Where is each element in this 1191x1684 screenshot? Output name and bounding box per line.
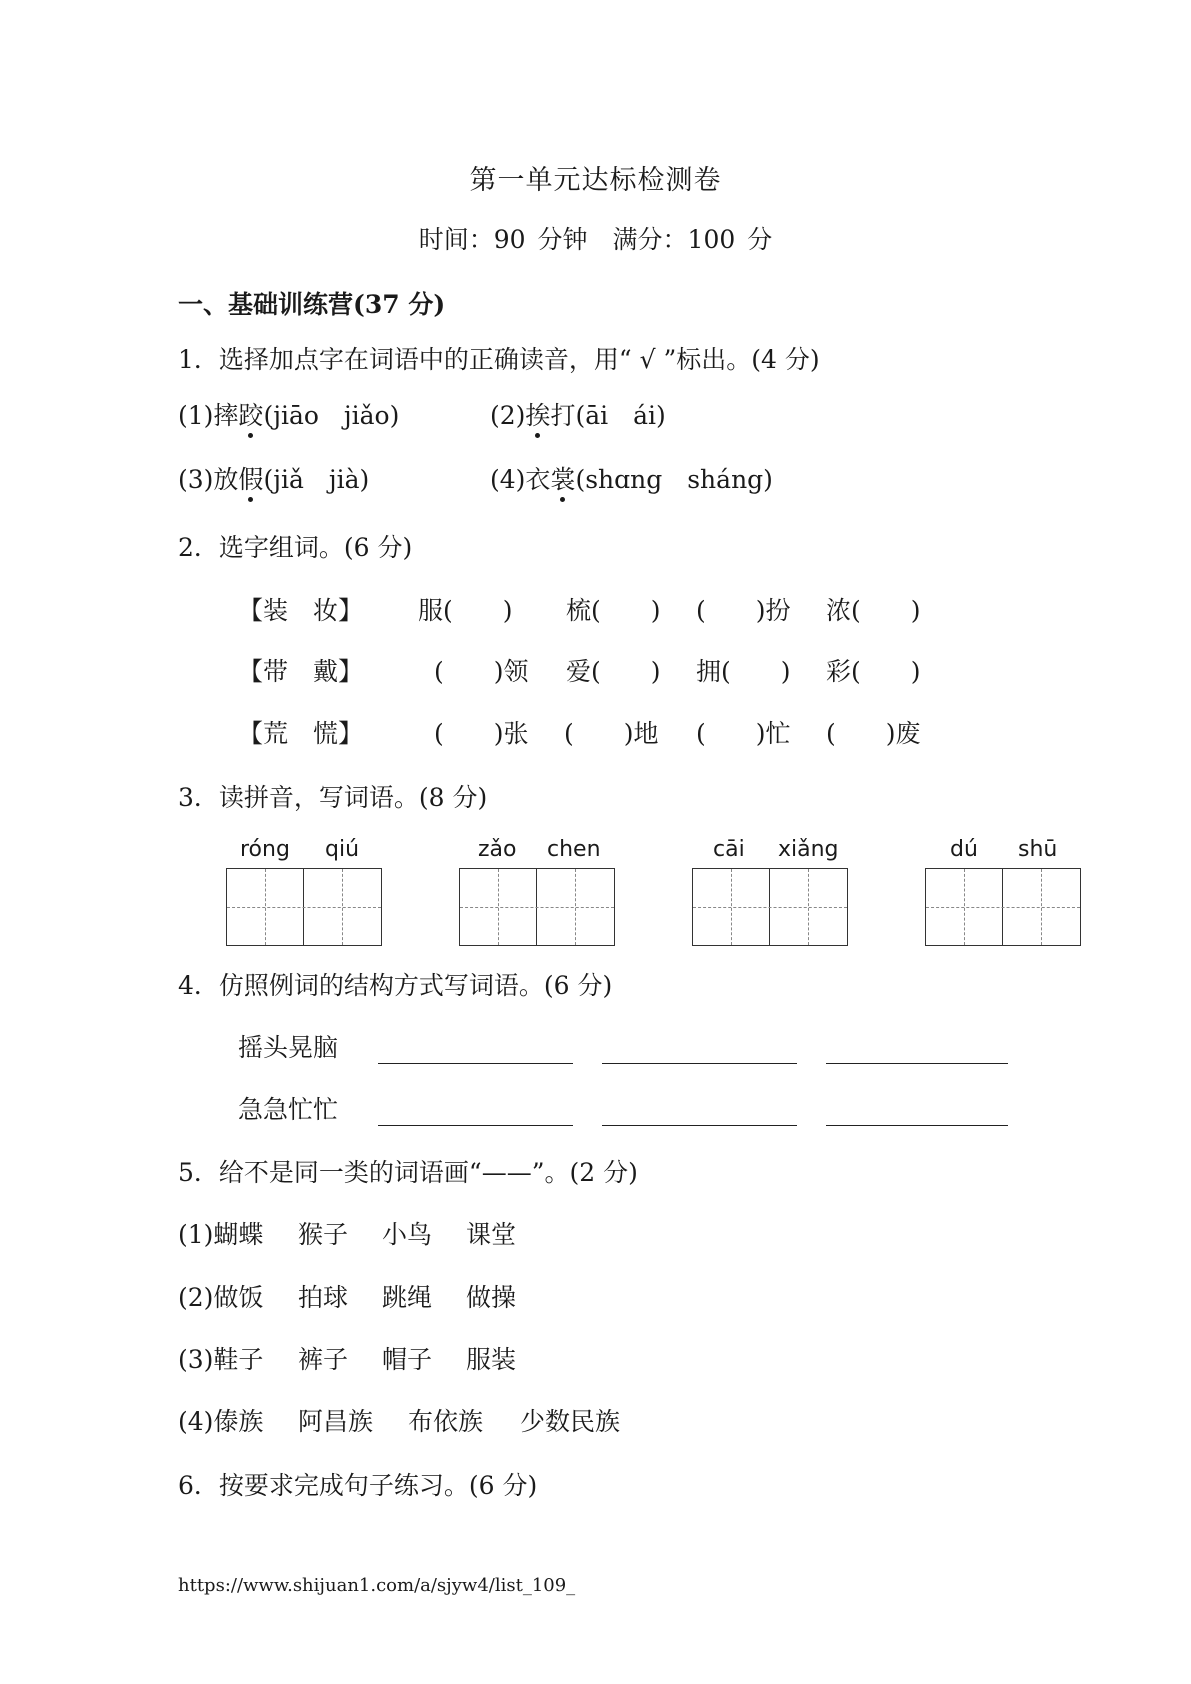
- q2-blank: ( )张: [434, 719, 529, 748]
- word-item: (2)做饭: [178, 1283, 264, 1312]
- pinyin-label: shū: [1018, 837, 1058, 862]
- word-item: 少数民族: [520, 1407, 621, 1436]
- word-item: (3)鞋子: [178, 1345, 264, 1374]
- answer-line[interactable]: [602, 1063, 797, 1064]
- pinyin-label: cāi: [713, 837, 745, 862]
- page-title: 第一单元达标检测卷: [469, 165, 722, 196]
- q2-blank: 爱( ): [566, 657, 661, 686]
- word-item: (4)傣族: [178, 1407, 264, 1436]
- pinyin-label: róng: [240, 837, 290, 862]
- footer-url: https://www.shijuan1.com/a/sjyw4/list_109_: [178, 1575, 576, 1596]
- word-item: 课堂: [466, 1220, 517, 1249]
- writing-grid[interactable]: [226, 868, 382, 946]
- question-3: 3．读拼音，写词语。(8 分): [178, 783, 488, 812]
- pinyin-label: dú: [950, 837, 978, 862]
- pinyin-label: chen: [547, 837, 601, 862]
- exam-info: 时间：90 分钟 满分：100 分: [418, 225, 773, 254]
- q1-option-3: (3)放假(jiǎ jià): [178, 460, 369, 496]
- section-heading: 一、基础训练营(37 分): [178, 290, 446, 319]
- answer-line[interactable]: [378, 1125, 573, 1126]
- question-4: 4．仿照例词的结构方式写词语。(6 分): [178, 971, 613, 1000]
- q2-blank: 拥( ): [696, 657, 791, 686]
- q2-bracket: 【带 戴】: [238, 657, 364, 686]
- q2-blank: ( )忙: [696, 719, 791, 748]
- pinyin-label: xiǎng: [778, 837, 839, 862]
- writing-grid[interactable]: [692, 868, 848, 946]
- word-item: 拍球: [298, 1283, 349, 1312]
- q2-blank: 梳( ): [566, 596, 661, 625]
- word-item: 服装: [466, 1345, 517, 1374]
- pinyin-label: qiú: [325, 837, 360, 862]
- q2-blank: ( )扮: [696, 596, 791, 625]
- word-item: 阿昌族: [298, 1407, 374, 1436]
- word-item: 猴子: [298, 1220, 349, 1249]
- q2-blank: 浓( ): [826, 596, 921, 625]
- q1-option-2: (2)挨打(āi ái): [490, 396, 666, 432]
- q2-bracket: 【装 妆】: [238, 596, 364, 625]
- word-item: 小鸟: [382, 1220, 433, 1249]
- word-item: 布依族: [408, 1407, 484, 1436]
- pinyin-label: zǎo: [478, 837, 517, 862]
- answer-line[interactable]: [378, 1063, 573, 1064]
- q2-bracket: 【荒 慌】: [238, 719, 364, 748]
- answer-line[interactable]: [826, 1125, 1008, 1126]
- question-1: 1．选择加点字在词语中的正确读音，用“ √ ”标出。(4 分): [178, 345, 820, 374]
- question-6: 6．按要求完成句子练习。(6 分): [178, 1471, 538, 1500]
- word-item: 做操: [466, 1283, 517, 1312]
- q2-blank: 彩( ): [826, 657, 921, 686]
- writing-grid[interactable]: [459, 868, 615, 946]
- q2-blank: ( )废: [826, 719, 921, 748]
- word-item: 裤子: [298, 1345, 349, 1374]
- answer-line[interactable]: [826, 1063, 1008, 1064]
- q1-option-4: (4)衣裳(shɑng sháng): [490, 460, 773, 496]
- question-2: 2．选字组词。(6 分): [178, 533, 413, 562]
- writing-grid[interactable]: [925, 868, 1081, 946]
- word-item: 帽子: [382, 1345, 433, 1374]
- answer-line[interactable]: [602, 1125, 797, 1126]
- example-word: 急急忙忙: [238, 1095, 339, 1124]
- q2-blank: ( )地: [564, 719, 659, 748]
- q2-blank: ( )领: [434, 657, 529, 686]
- word-item: (1)蝴蝶: [178, 1220, 264, 1249]
- q2-blank: 服( ): [418, 596, 513, 625]
- question-5: 5．给不是同一类的词语画“——”。(2 分): [178, 1158, 638, 1187]
- example-word: 摇头晃脑: [238, 1033, 339, 1062]
- q1-option-1: (1)摔跤(jiāo jiǎo): [178, 396, 399, 432]
- word-item: 跳绳: [382, 1283, 433, 1312]
